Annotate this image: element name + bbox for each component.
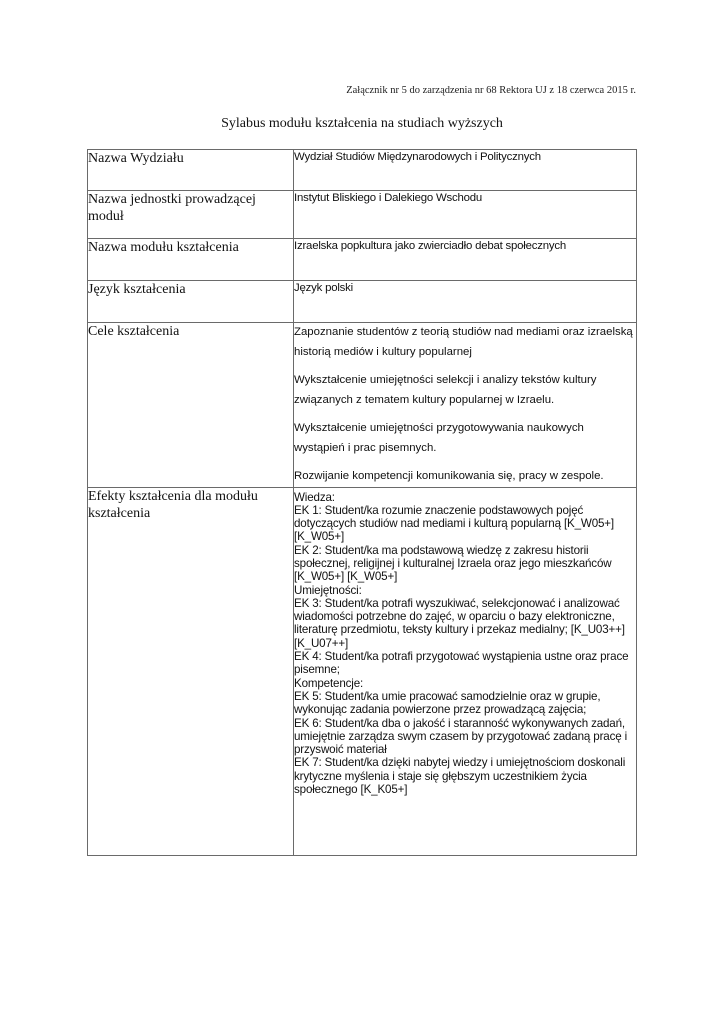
effects-line: EK 2: Student/ka ma podstawową wiedzę z zakresu historii [294,543,589,557]
goal-paragraph: Wykształcenie umiejętności przygotowywania naukowych wystąpień i prac pisemnych. [294,422,584,454]
unit-value: Instytut Bliskiego i Dalekiego Wschodu [294,191,637,239]
goals-label: Cele kształcenia [88,323,294,488]
table-row-module [88,239,637,281]
effects-line: społecznego [K_K05+] [294,783,408,797]
effects-line: literaturę przedmiotu, teksty kultury i przekaz medialny; [K_U03++] [294,623,625,637]
effects-value [294,487,637,855]
effects-line: [K_W05+] [K_W05+] [294,570,398,584]
effects-line: [K_U07++] [294,636,349,650]
effects-line: wykonując zadania powierzone przez prowadzącą zajęcia; [294,703,587,717]
syllabus-table [87,149,637,856]
table-row-faculty [88,150,637,191]
effects-line: umiejętnie zarządza swym czasem by przygotować zadaną pracę i [294,729,628,743]
effects-line: pisemne; [294,663,340,677]
table-row-unit [88,191,637,239]
goal-paragraph: Wykształcenie umiejętności selekcji i analizy tekstów kultury związanych z tematem kultury popularnej w Izraelu. [294,374,597,406]
faculty-value: Wydział Studiów Międzynarodowych i Politycznych [294,150,637,191]
effects-line: Kompetencje: [294,676,364,690]
unit-label: Nazwa jednostki prowadzącej moduł [88,191,294,239]
effects-line: dotyczących studiów nad mediami i kulturą popularną [K_W05+] [294,517,614,531]
table-row-effects [88,487,637,855]
effects-line: społecznej, religijnej i kulturalnej Izraela oraz jego mieszkańców [294,556,612,570]
effects-label: Efekty kształcenia dla modułu kształcenia [88,487,294,855]
effects-line: Wiedza: [294,490,335,504]
effects-line: Umiejętności: [294,583,362,597]
language-value: Język polski [294,281,637,323]
goals-value [294,323,637,488]
effects-line: [K_W05+] [294,530,345,544]
table-row-language [88,281,637,323]
effects-line: EK 3: Student/ka potrafi wyszukiwać, selekcjonować i analizować [294,596,620,610]
language-label: Język kształcenia [88,281,294,323]
effects-line: EK 4: Student/ka potrafi przygotować wystąpienia ustne oraz prace [294,650,629,664]
effects-line: wiadomości potrzebne do zajęć, w oparciu o bazy elektroniczne, [294,610,615,624]
goal-paragraph: Zapoznanie studentów z teorią studiów nad mediami oraz izraelską historią mediów i kultury popularnej [294,326,633,358]
table-row-goals [88,323,637,488]
module-label: Nazwa modułu kształcenia [88,239,294,281]
effects-line: EK 7: Student/ka dzięki nabytej wiedzy i umiejętnościom doskonali [294,756,626,770]
effects-line: EK 5: Student/ka umie pracować samodzielnie oraz w grupie, [294,689,601,703]
annex-reference: Załącznik nr 5 do zarządzenia nr 68 Rektora UJ z 18 czerwca 2015 r. [346,85,636,96]
goal-paragraph: Rozwijanie kompetencji komunikowania się, pracy w zespole. [294,470,604,482]
faculty-label: Nazwa Wydziału [88,150,294,191]
effects-line: krytyczne myślenia i staje się głębszym uczestnikiem życia [294,769,587,783]
document-title: Sylabus modułu kształcenia na studiach wyższych [221,116,503,131]
effects-line: EK 1: Student/ka rozumie znaczenie podstawowych pojęć [294,503,584,517]
module-value: Izraelska popkultura jako zwierciadło debat społecznych [294,239,637,281]
effects-line: przyswoić materiał [294,743,387,757]
effects-line: EK 6: Student/ka dba o jakość i staranność wykonywanych zadań, [294,716,625,730]
